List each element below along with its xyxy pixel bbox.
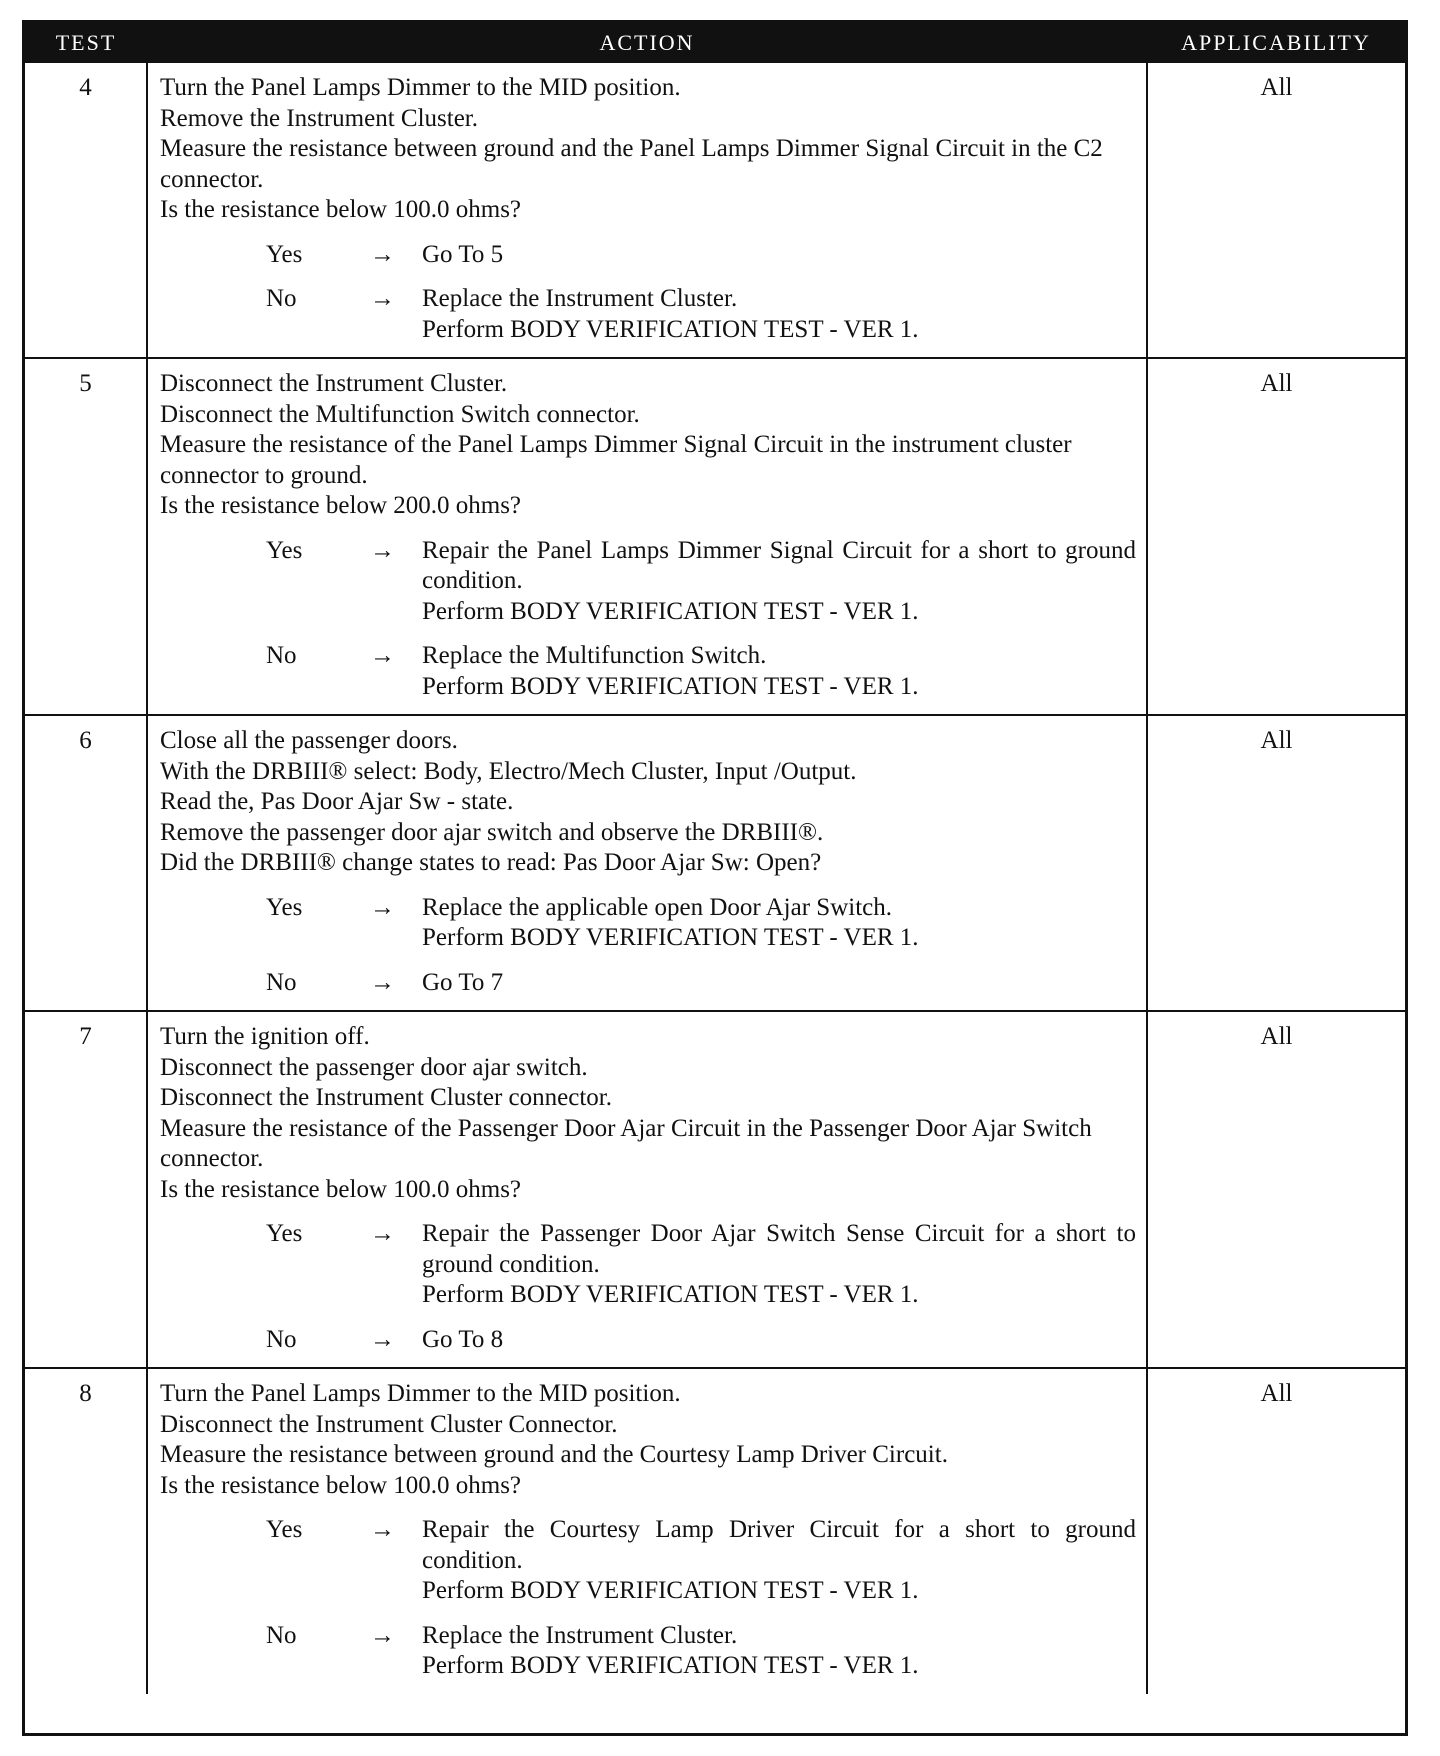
- no-result: [422, 284, 1136, 345]
- action-step: Is the resistance below 100.0 ohms?: [160, 1471, 522, 1499]
- action-step: Measure the resistance between ground and the Courtesy Lamp Driver Circuit.: [160, 1441, 948, 1468]
- yes-branch: [160, 893, 1136, 954]
- action-step: Measure the resistance of the Panel Lamps Dimmer Signal Circuit in the instrument cluster connector to ground.: [160, 431, 1072, 489]
- action-step: Turn the Panel Lamps Dimmer to the MID position.: [160, 1380, 681, 1407]
- yes-branch: [160, 240, 1136, 271]
- applicability-cell: All: [1147, 63, 1405, 358]
- no-result: [422, 1621, 1136, 1682]
- no-result: [422, 1325, 1136, 1356]
- arrow-right-icon: →: [370, 1220, 395, 1247]
- yes-result: [422, 1219, 1136, 1311]
- table-row: [25, 63, 1405, 358]
- action-cell: [147, 715, 1147, 1011]
- arrow-right-icon: →: [370, 240, 395, 268]
- result-line: Replace the applicable open Door Ajar Switch.: [422, 893, 892, 921]
- test-number: 5: [25, 358, 147, 715]
- result-line: Go To 5: [422, 240, 504, 268]
- yes-result: [422, 536, 1136, 628]
- test-number: 7: [25, 1011, 147, 1368]
- action-step: Disconnect the Instrument Cluster connector.: [160, 1084, 612, 1111]
- action-step: Disconnect the passenger door ajar switch.: [160, 1053, 588, 1081]
- action-step: Measure the resistance of the Passenger Door Ajar Circuit in the Passenger Door Ajar Switch connector.: [160, 1114, 1092, 1172]
- table-row: [25, 715, 1405, 1011]
- action-step: Is the resistance below 200.0 ohms?: [160, 492, 522, 519]
- yes-result: [422, 893, 1136, 954]
- action-step: Is the resistance below 100.0 ohms?: [160, 196, 522, 223]
- action-step: Is the resistance below 100.0 ohms?: [160, 1175, 522, 1203]
- diagnostic-table: [25, 23, 1405, 1694]
- yes-branch: [160, 1515, 1136, 1607]
- result-line: Replace the Multifunction Switch.: [422, 642, 767, 669]
- yes-branch: [160, 536, 1136, 628]
- table-header-row: [25, 23, 1405, 63]
- action-step: Measure the resistance between ground and the Panel Lamps Dimmer Signal Circuit in the C2 connector.: [160, 135, 1103, 193]
- no-branch: [160, 968, 1136, 999]
- test-number: 6: [25, 715, 147, 1011]
- action-step: Close all the passenger doors.: [160, 727, 458, 754]
- yes-result: [422, 1515, 1136, 1607]
- action-step: Disconnect the Multifunction Switch connector.: [160, 400, 640, 428]
- action-step: Remove the passenger door ajar switch and observe the DRBIII®.: [160, 818, 824, 846]
- test-number: 8: [25, 1368, 147, 1694]
- action-step: Remove the Instrument Cluster.: [160, 104, 479, 132]
- test-number: 4: [25, 63, 147, 358]
- action-step: Disconnect the Instrument Cluster.: [160, 370, 508, 397]
- header-applicability: APPLICABILITY: [1147, 23, 1405, 63]
- applicability-cell: All: [1147, 1368, 1405, 1694]
- no-branch: [160, 641, 1136, 702]
- result-line: Perform BODY VERIFICATION TEST - VER 1.: [422, 924, 919, 951]
- yes-label: Yes: [266, 1516, 303, 1543]
- no-label: No: [266, 1325, 297, 1353]
- yes-branch: [160, 1219, 1136, 1311]
- applicability-cell: All: [1147, 715, 1405, 1011]
- table-row: [25, 1368, 1405, 1694]
- arrow-right-icon: →: [370, 536, 395, 564]
- action-cell: [147, 63, 1147, 358]
- diagnostic-table-page: [22, 20, 1408, 1736]
- table-row: [25, 358, 1405, 715]
- arrow-right-icon: →: [370, 285, 395, 312]
- arrow-right-icon: →: [370, 968, 395, 996]
- no-branch: [160, 1621, 1136, 1682]
- yes-label: Yes: [266, 1220, 303, 1247]
- action-cell: [147, 1011, 1147, 1368]
- result-line: Replace the Instrument Cluster.: [422, 285, 738, 312]
- result-line: Perform BODY VERIFICATION TEST - VER 1.: [422, 1577, 919, 1604]
- result-line: Repair the Passenger Door Ajar Switch Sense Circuit for a short to ground condition.: [422, 1220, 1136, 1278]
- action-step: Disconnect the Instrument Cluster Connector.: [160, 1410, 618, 1438]
- result-line: Replace the Instrument Cluster.: [422, 1621, 738, 1649]
- applicability-cell: All: [1147, 358, 1405, 715]
- arrow-right-icon: →: [370, 1621, 395, 1649]
- no-branch: [160, 1325, 1136, 1356]
- no-branch: [160, 284, 1136, 345]
- arrow-right-icon: →: [370, 893, 395, 921]
- no-label: No: [266, 642, 297, 669]
- action-cell: [147, 1368, 1147, 1694]
- action-step: Did the DRBIII® change states to read: Pas Door Ajar Sw: Open?: [160, 849, 822, 876]
- result-line: Perform BODY VERIFICATION TEST - VER 1.: [422, 1281, 919, 1308]
- header-test: TEST: [25, 23, 147, 63]
- no-label: No: [266, 1621, 297, 1649]
- yes-result: [422, 240, 1136, 271]
- result-line: Repair the Panel Lamps Dimmer Signal Circuit for a short to ground condition.: [422, 536, 1136, 594]
- action-step: Turn the Panel Lamps Dimmer to the MID position.: [160, 74, 681, 101]
- table-row: [25, 1011, 1405, 1368]
- action-step: With the DRBIII® select: Body, Electro/Mech Cluster, Input /Output.: [160, 757, 857, 785]
- no-result: [422, 641, 1136, 702]
- result-line: Perform BODY VERIFICATION TEST - VER 1.: [422, 315, 919, 343]
- result-line: Perform BODY VERIFICATION TEST - VER 1.: [422, 672, 919, 700]
- yes-label: Yes: [266, 893, 303, 921]
- arrow-right-icon: →: [370, 642, 395, 669]
- result-line: Repair the Courtesy Lamp Driver Circuit for a short to ground condition.: [422, 1516, 1136, 1574]
- action-step: Read the, Pas Door Ajar Sw - state.: [160, 788, 514, 815]
- arrow-right-icon: →: [370, 1516, 395, 1543]
- header-action: ACTION: [147, 23, 1147, 63]
- result-line: Perform BODY VERIFICATION TEST - VER 1.: [422, 1652, 919, 1679]
- result-line: Go To 8: [422, 1325, 504, 1353]
- no-result: [422, 968, 1136, 999]
- no-label: No: [266, 285, 297, 312]
- arrow-right-icon: →: [370, 1325, 395, 1353]
- action-cell: [147, 358, 1147, 715]
- result-line: Perform BODY VERIFICATION TEST - VER 1.: [422, 597, 919, 625]
- yes-label: Yes: [266, 240, 303, 268]
- no-label: No: [266, 968, 297, 996]
- action-step: Turn the ignition off.: [160, 1023, 370, 1050]
- result-line: Go To 7: [422, 968, 504, 996]
- yes-label: Yes: [266, 536, 303, 564]
- applicability-cell: All: [1147, 1011, 1405, 1368]
